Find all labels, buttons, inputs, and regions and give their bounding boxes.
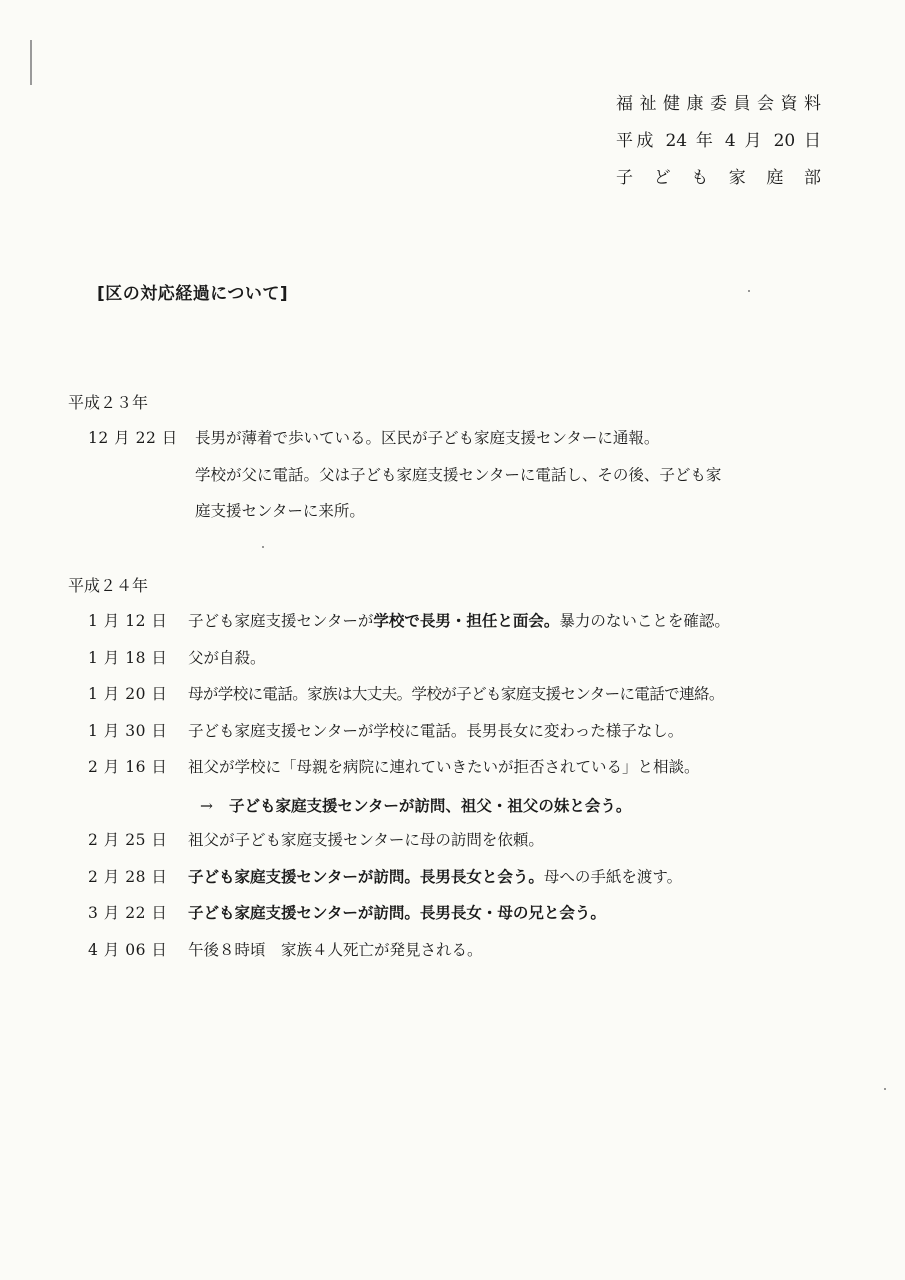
entry-date: 4 月 06 日 xyxy=(88,941,168,959)
entry-text-part: 暴力のないことを確認。 xyxy=(559,612,730,630)
entry-date: 12 月 22 日 xyxy=(88,429,178,447)
entry-text xyxy=(188,859,835,895)
timeline-entry xyxy=(88,822,835,858)
entry-date: 3 月 22 日 xyxy=(88,904,168,922)
entry-text-bold: 子ども家庭支援センターが訪問。長男長女と会う。 xyxy=(188,868,544,886)
timeline-entry xyxy=(88,859,835,895)
entry-text: 母が学校に電話。家族は大丈夫。学校が子ども家庭支援センターに電話で連絡。 xyxy=(188,685,724,703)
entry-date: 1 月 30 日 xyxy=(88,722,168,740)
entry-date: 1 月 20 日 xyxy=(88,685,168,703)
year-heading-h24: 平成２４年 xyxy=(68,576,149,595)
entry-text xyxy=(188,603,835,639)
entry-date: 2 月 28 日 xyxy=(88,868,168,886)
entry-text: 父が自殺。 xyxy=(188,649,266,667)
timeline-entry xyxy=(88,676,835,712)
arrow-icon: → xyxy=(200,797,213,815)
entry-text: 祖父が学校に「母親を病院に連れていきたいが拒否されている」と相談。 xyxy=(188,758,700,776)
entry-date: 1 月 12 日 xyxy=(88,612,168,630)
section-title: [区の対応経過について] xyxy=(97,284,289,304)
scan-speck xyxy=(262,546,264,548)
header-date: 平成 24 年 4 月 20 日 xyxy=(616,131,821,151)
timeline-entry xyxy=(88,749,835,785)
scan-speck xyxy=(748,290,750,292)
document-header xyxy=(616,86,821,197)
timeline-entry xyxy=(88,603,835,639)
header-department: 子 ど も 家 庭 部 xyxy=(616,168,821,188)
entry-text-part: 母への手紙を渡す。 xyxy=(543,868,683,886)
header-committee: 福祉健康委員会資料 xyxy=(616,94,821,114)
entry-text: 子ども家庭支援センターが学校に電話。長男長女に変わった様子なし。 xyxy=(188,722,684,740)
timeline-entry xyxy=(88,420,835,456)
entry-date: 1 月 18 日 xyxy=(88,649,168,667)
entry-text: 午後８時頃 家族４人死亡が発見される。 xyxy=(188,941,483,959)
year-heading-h23: 平成２３年 xyxy=(68,393,149,412)
timeline-entry xyxy=(88,713,835,749)
timeline-followup xyxy=(200,794,631,816)
entry-text: 長男が薄着で歩いている。区民が子ども家庭支援センターに通報。 xyxy=(195,429,660,447)
timeline-entry xyxy=(88,895,835,931)
timeline-entry xyxy=(88,640,835,676)
timeline-entry xyxy=(88,932,835,968)
entry-continuation: 庭支援センターに来所。 xyxy=(195,502,365,520)
entry-text-bold: 子ども家庭支援センターが訪問。長男長女・母の兄と会う。 xyxy=(188,904,606,922)
entry-date: 2 月 16 日 xyxy=(88,758,168,776)
scan-speck xyxy=(884,1088,886,1090)
entry-text-part: 子ども家庭支援センターが xyxy=(188,612,374,630)
scan-margin-mark xyxy=(30,40,32,85)
entry-text-bold: 学校で長男・担任と面会。 xyxy=(373,612,560,630)
entry-text-bold: 子ども家庭支援センターが訪問、祖父・祖父の妹と会う。 xyxy=(229,797,632,815)
entry-continuation: 学校が父に電話。父は子ども家庭支援センターに電話し、その後、子ども家 xyxy=(195,466,722,484)
entry-text: 祖父が子ども家庭支援センターに母の訪問を依頼。 xyxy=(188,831,544,849)
entry-date: 2 月 25 日 xyxy=(88,831,168,849)
